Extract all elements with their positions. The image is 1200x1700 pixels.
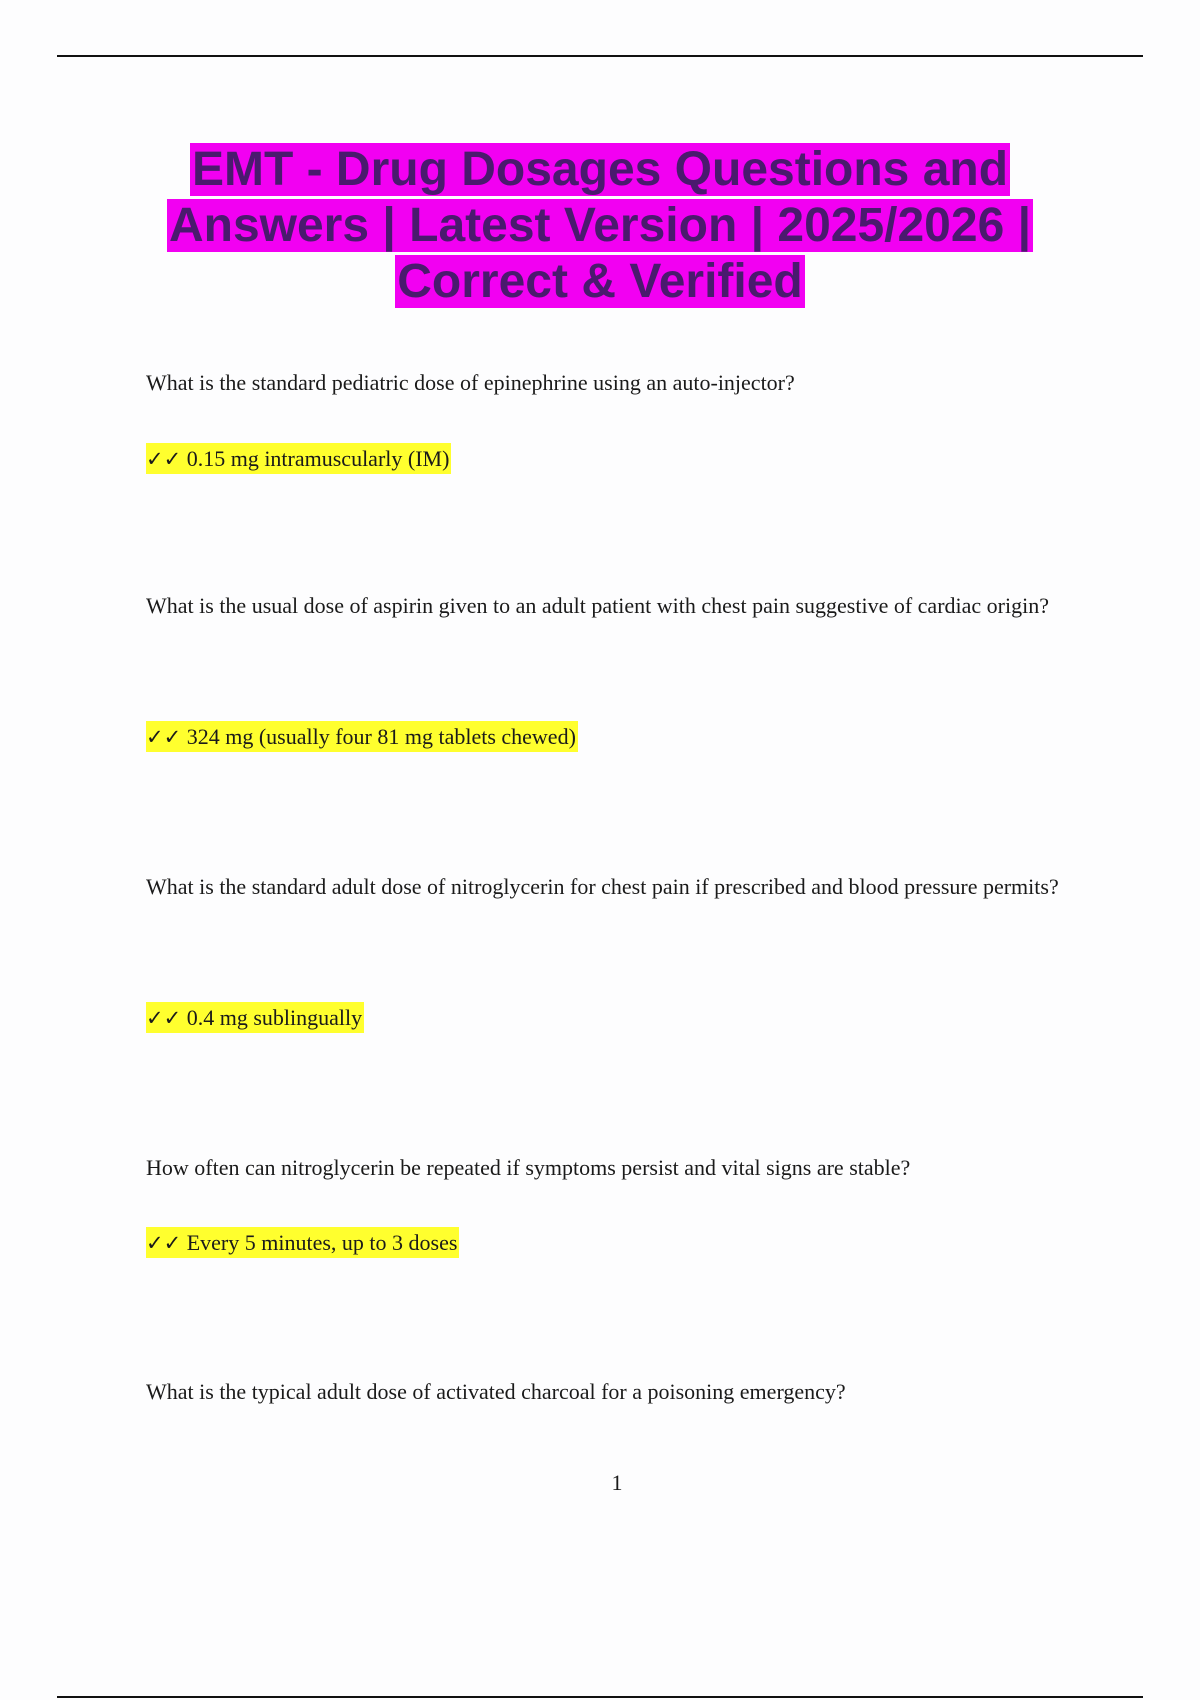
answer-highlight — [146, 1002, 364, 1033]
bottom-rule — [57, 1696, 1143, 1698]
question-text: How often can nitroglycerin be repeated if symptoms persist and vital signs are stable? — [146, 1155, 911, 1180]
answer-line — [146, 1229, 1096, 1257]
answer-line — [146, 445, 1096, 473]
answer-line — [146, 723, 1096, 751]
qa-item-3 — [146, 859, 1096, 915]
qa-item-4 — [146, 1140, 1096, 1196]
answer-text: 0.15 mg intramuscularly (IM) — [186, 446, 450, 471]
document-title — [100, 142, 1100, 310]
question-text: What is the usual dose of aspirin given to an adult patient with chest pain suggestive of cardiac origin? — [146, 593, 1049, 618]
answer-item-4 — [146, 1229, 1096, 1257]
double-check-icon: ✓✓ — [146, 1006, 182, 1030]
qa-item-1 — [146, 355, 1096, 411]
double-check-icon: ✓✓ — [146, 1231, 182, 1255]
double-check-icon: ✓✓ — [146, 447, 182, 471]
top-rule — [57, 55, 1143, 57]
double-check-icon: ✓✓ — [146, 725, 182, 749]
answer-item-2 — [146, 723, 1096, 751]
title-highlight: EMT - Drug Dosages Questions and Answers | Latest Version | 2025/2026 | Correct & Verified — [168, 143, 1032, 308]
answer-line — [146, 1004, 1096, 1032]
answer-highlight — [146, 721, 578, 752]
answer-item-1 — [146, 445, 1096, 473]
question-text: What is the standard pediatric dose of epinephrine using an auto-injector? — [146, 370, 795, 395]
answer-text: 0.4 mg sublingually — [186, 1005, 363, 1030]
title-block — [100, 142, 1100, 310]
qa-item-2 — [146, 578, 1096, 634]
page-number: 1 — [611, 1470, 623, 1495]
answer-text: Every 5 minutes, up to 3 doses — [186, 1230, 458, 1255]
question-text: What is the standard adult dose of nitroglycerin for chest pain if prescribed and blood pressure permits? — [146, 874, 1059, 899]
question-text: What is the typical adult dose of activated charcoal for a poisoning emergency? — [146, 1379, 846, 1404]
answer-item-3 — [146, 1004, 1096, 1032]
answer-highlight — [146, 443, 451, 474]
qa-item-5 — [146, 1364, 1096, 1420]
answer-highlight — [146, 1227, 459, 1258]
answer-text: 324 mg (usually four 81 mg tablets chewed) — [186, 724, 576, 749]
